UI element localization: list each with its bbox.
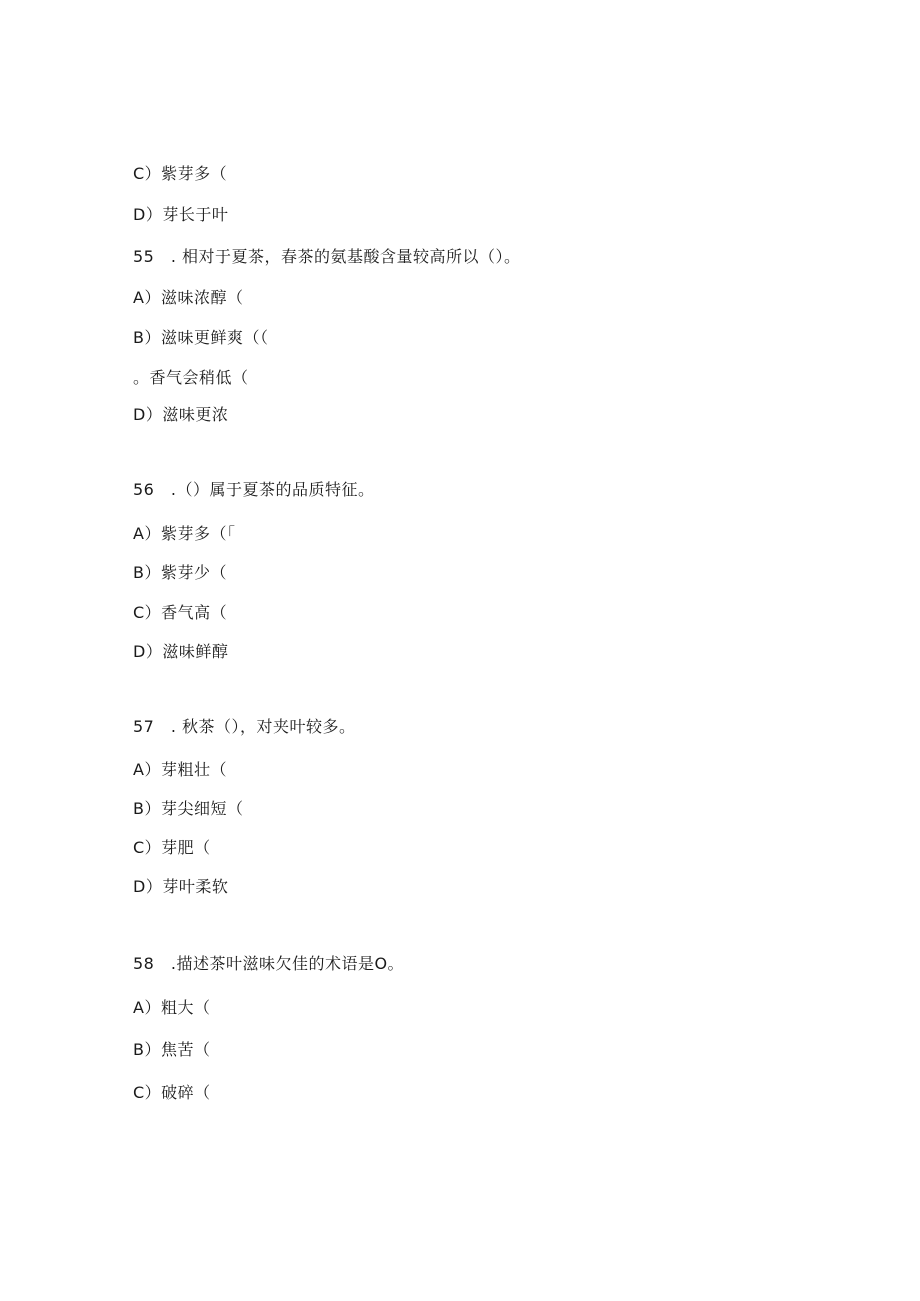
question-55: 55 . 相对于夏茶，春茶的氨基酸含量较高所以（）。 (133, 247, 521, 266)
option-d-q55: D）滋味更浓 (133, 405, 229, 424)
option-d-q54: D）芽长于叶 (133, 205, 229, 224)
option-c-q54: C）紫芽多（ (133, 164, 228, 183)
option-d-q56: D）滋味鲜醇 (133, 642, 229, 661)
option-a-q57: A）芽粗壮（ (133, 760, 227, 779)
option-a-q58: A）粗大（ (133, 998, 211, 1017)
question-57: 57 . 秋茶（），对夹叶较多。 (133, 717, 356, 736)
option-b-q56: B）紫芽少（ (133, 563, 227, 582)
question-56: 56 .（）属于夏茶的品质特征。 (133, 480, 375, 499)
option-a-q56: A）紫芽多（「 (133, 524, 236, 543)
option-b-q58: B）焦苦（ (133, 1040, 211, 1059)
option-b-q55: B）滋味更鲜爽（（ (133, 328, 269, 347)
option-c-q57: C）芽肥（ (133, 838, 211, 857)
option-d-q57: D）芽叶柔软 (133, 877, 229, 896)
option-c-q58: C）破碎（ (133, 1083, 211, 1102)
option-a-q55: A）滋味浓醇（ (133, 288, 244, 307)
option-b-q57: B）芽尖细短（ (133, 799, 244, 818)
option-c-q56: C）香气高（ (133, 603, 228, 622)
question-58: 58 .描述茶叶滋味欠佳的术语是O。 (133, 954, 405, 973)
option-c-q55: 。香气会稍低（ (133, 368, 249, 387)
